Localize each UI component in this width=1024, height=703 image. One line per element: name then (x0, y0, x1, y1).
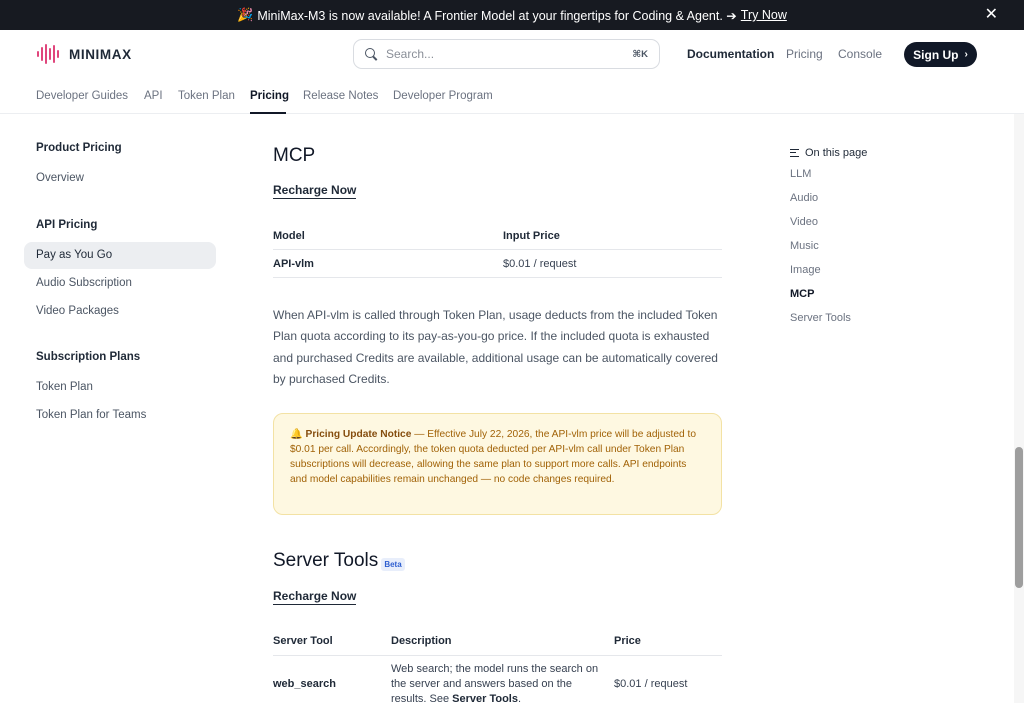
announcement-text: MiniMax-M3 is now available! A Frontier Model at your fingertips for Coding & Agent. ➔ (257, 8, 737, 23)
table-header-input-price: Input Price (503, 230, 560, 242)
logo-text: MINIMAX (69, 46, 132, 62)
announcement-bar (0, 0, 1024, 30)
toc-heading (790, 147, 867, 159)
desc-prefix: results. See (391, 693, 453, 703)
toc-item-llm[interactable]: LLM (790, 168, 812, 180)
notice-title: Pricing Update Notice (305, 429, 412, 440)
server-tools-heading: Server Tools (273, 550, 379, 571)
toc-item-audio[interactable]: Audio (790, 192, 819, 204)
mcp-heading: MCP (273, 145, 316, 166)
bell-icon: 🔔 (290, 429, 303, 440)
sign-up-label: Sign Up (913, 47, 959, 62)
recharge-now-link[interactable]: Recharge Now (273, 183, 357, 197)
tab-pricing[interactable]: Pricing (250, 90, 289, 102)
sidebar-heading-subscription-plans: Subscription Plans (36, 351, 141, 363)
nav-console[interactable]: Console (838, 47, 883, 61)
beta-badge: Beta (381, 558, 405, 571)
search-placeholder: Search... (386, 47, 435, 61)
sidebar-item-audio-subscription[interactable]: Audio Subscription (36, 277, 132, 289)
tab-release-notes[interactable]: Release Notes (303, 90, 379, 102)
chevron-right-icon: › (964, 49, 968, 60)
table-cell-model: API-vlm (273, 258, 314, 270)
nav-documentation[interactable]: Documentation (687, 47, 775, 61)
table-cell-desc-line2: the server and answers based on the (391, 678, 573, 690)
notice-body: — Effective July 22, 2026, the API-vlm price will be adjusted to $0.01 per call. Accordingly, the token quota deducted per API-vlm call under Token Plan subscriptions will decrease, allowing the same plan to support more calls. API endpoints and model capabilities remain unchanged — no code changes required. (290, 429, 697, 485)
tab-developer-guides[interactable]: Developer Guides (36, 90, 129, 102)
sidebar-heading-product-pricing: Product Pricing (36, 142, 122, 154)
list-icon (790, 149, 799, 157)
scrollbar-thumb[interactable] (1015, 447, 1023, 588)
table-cell-price: $0.01 / request (503, 258, 577, 270)
close-icon[interactable]: ✕ (984, 6, 998, 23)
sign-up-button[interactable] (904, 42, 977, 67)
sidebar-item-pay-as-you-go[interactable]: Pay as You Go (36, 249, 113, 261)
table-cell-price-2: $0.01 / request (614, 678, 688, 690)
table-header-model: Model (273, 230, 305, 242)
toc-item-image[interactable]: Image (790, 264, 821, 276)
table-divider (273, 277, 722, 278)
logo[interactable] (36, 43, 132, 65)
sidebar-item-video-packages[interactable]: Video Packages (36, 305, 119, 317)
scrollbar-track[interactable] (1014, 114, 1024, 703)
desc-suffix: . (517, 693, 522, 703)
search-shortcut: ⌘K (632, 48, 648, 60)
toc-item-video[interactable]: Video (790, 216, 818, 228)
table-cell-tool: web_search (273, 678, 336, 690)
search-bar[interactable] (353, 39, 660, 69)
active-tab-indicator (250, 112, 286, 114)
table-cell-desc-line1: Web search; the model runs the search on (391, 663, 599, 675)
table-header-description: Description (391, 635, 452, 647)
tab-developer-program[interactable]: Developer Program (393, 90, 493, 102)
toc-item-mcp[interactable]: MCP (790, 288, 815, 300)
table-header-price: Price (614, 635, 641, 647)
table-divider (273, 655, 722, 656)
tab-api[interactable]: API (144, 90, 163, 102)
toc-heading-label: On this page (805, 147, 868, 159)
table-divider (273, 249, 722, 250)
nav-pricing[interactable]: Pricing (786, 47, 823, 61)
mcp-description: When API-vlm is called through Token Plan, usage deducts from the included Token Plan quota according to its pay-as-you-go price. If the included quota is exhausted and purchased Credits are available, additional usage can be automatically covered by purchased Credits. (273, 308, 718, 386)
site-header (0, 30, 1024, 80)
party-icon: 🎉 (237, 7, 254, 22)
server-tools-link[interactable]: Server Tools (452, 693, 518, 703)
toc-item-server-tools[interactable]: Server Tools (790, 312, 851, 324)
try-now-link[interactable]: Try Now (740, 8, 787, 22)
sidebar-heading-api-pricing: API Pricing (36, 219, 98, 231)
waveform-icon (36, 43, 62, 65)
sidebar-item-overview[interactable]: Overview (36, 172, 84, 184)
top-tabs (0, 80, 1024, 114)
sidebar-item-token-plan[interactable]: Token Plan (36, 381, 93, 393)
tab-token-plan[interactable]: Token Plan (178, 90, 235, 102)
table-cell-desc-line3 (391, 693, 521, 703)
search-icon (365, 48, 378, 61)
sidebar-item-token-plan-teams[interactable]: Token Plan for Teams (36, 409, 147, 421)
pricing-notice (273, 413, 722, 515)
recharge-now-link-2[interactable]: Recharge Now (273, 589, 357, 603)
table-header-server-tool: Server Tool (273, 635, 333, 647)
toc-item-music[interactable]: Music (790, 240, 819, 252)
